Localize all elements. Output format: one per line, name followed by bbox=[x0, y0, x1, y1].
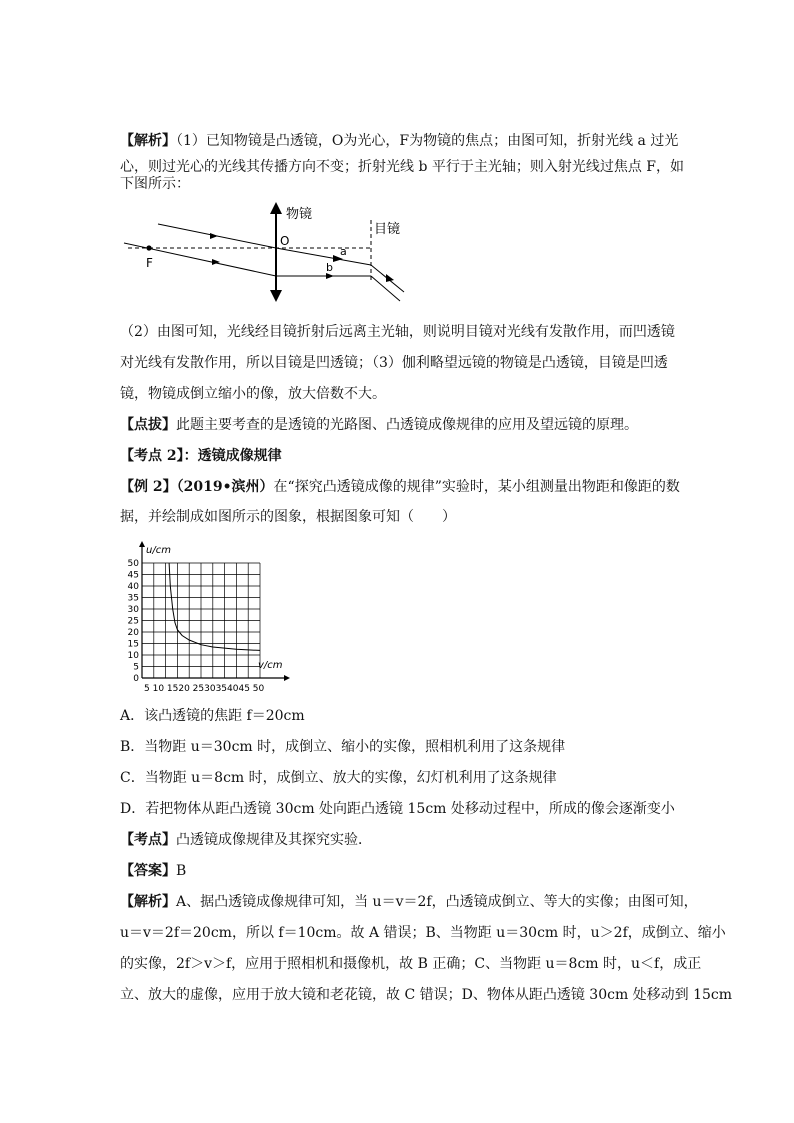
y-tick-label: 50 bbox=[127, 559, 139, 569]
y-tick-label: 30 bbox=[127, 605, 139, 615]
kaodian-line bbox=[120, 830, 372, 850]
analysis1-line1 bbox=[120, 131, 678, 151]
lens-diagram bbox=[118, 198, 418, 306]
analysis3-line2: u＝v＝2f＝20cm，所以 f＝10cm。故 A 错误；B、当物距 u＝30cm 时，u＞2f，成倒立、缩小 bbox=[120, 925, 726, 941]
ray-a-refracted bbox=[276, 248, 371, 265]
ray-b-arrow-icon bbox=[212, 259, 220, 265]
x-tick-labels: 5 10 1520 2530354045 50 bbox=[144, 684, 265, 694]
example2-text: 在“探究凸透镜成像的规律”实验时，某小组测量出物距和像距的数 bbox=[273, 479, 680, 495]
objective-lens-bottom-arrow-icon bbox=[270, 290, 282, 302]
objective-lens-top-arrow-icon bbox=[270, 202, 282, 214]
example2-tag: 【例 2】 bbox=[120, 479, 177, 495]
y-axis-arrow-icon bbox=[139, 541, 145, 547]
tip-tag: 【点拔】 bbox=[120, 417, 176, 433]
ray-a-out-arrow-icon bbox=[386, 274, 394, 282]
focus-point bbox=[146, 245, 151, 250]
analysis3-tag: 【解析】 bbox=[120, 894, 176, 910]
analysis3-text: A、据凸透镜成像规律可知，当 u＝v＝2f，凸透镜成倒立、等大的实像；由图可知， bbox=[176, 894, 698, 910]
f-label: F bbox=[146, 256, 153, 270]
y-tick-label: 25 bbox=[127, 616, 139, 627]
y-tick-label: 20 bbox=[127, 628, 139, 638]
point2-heading: 【考点 2】：透镜成像规律 bbox=[120, 448, 282, 464]
example2-line1 bbox=[120, 477, 680, 497]
y-tick-label: 0 bbox=[133, 674, 139, 684]
analysis1-line3: 下图所示： bbox=[120, 176, 190, 192]
analysis1-line2: 心，则过光心的光线其传播方向不变；折射光线 b 平行于主光轴；则入射光线过焦点 F，如 bbox=[120, 159, 685, 175]
option-c: C．当物距 u＝8cm 时，成倒立、放大的实像，幻灯机利用了这条规律 bbox=[120, 770, 557, 786]
objective-label: 物镜 bbox=[286, 207, 313, 222]
kaodian-text: 凸透镜成像规律及其探究实验． bbox=[176, 832, 372, 848]
ray-a-arrow-icon bbox=[210, 233, 218, 239]
x-axis-label: v/cm bbox=[258, 660, 283, 671]
option-a: A．该凸透镜的焦距 f＝20cm bbox=[120, 708, 305, 724]
uv-curve bbox=[169, 563, 260, 650]
eyepiece-label: 目镜 bbox=[374, 222, 401, 237]
y-axis-label: u/cm bbox=[146, 545, 171, 556]
analysis-tag: 【解析】 bbox=[120, 133, 176, 149]
y-tick-label: 35 bbox=[127, 593, 139, 604]
analysis3-line4: 立、放大的虚像，应用于放大镜和老花镜，故 C 错误；D、物体从距凸透镜 30cm 处移动到 15cm bbox=[120, 987, 733, 1003]
example2-source: （2019•滨州） bbox=[176, 479, 274, 495]
y-tick-label: 40 bbox=[127, 582, 139, 592]
answer-text: B bbox=[176, 863, 187, 879]
analysis2-line2: 对光线有发散作用，所以目镜是凹透镜；（3）伽利略望远镜的物镜是凸透镜，目镜是凹透 bbox=[120, 355, 668, 371]
x-axis-arrow-icon bbox=[284, 675, 290, 681]
analysis1-text: （1）已知物镜是凸透镜，O为光心，F为物镜的焦点；由图可知，折射光线 a 过光 bbox=[176, 133, 679, 149]
answer-line bbox=[120, 861, 186, 881]
tip-text: 此题主要考查的是透镜的光路图、凸透镜成像规律的应用及望远镜的原理。 bbox=[176, 417, 638, 433]
o-label: O bbox=[280, 234, 290, 248]
tip-line bbox=[120, 415, 638, 435]
b-label: b bbox=[326, 261, 333, 274]
option-b: B．当物距 u＝30cm 时，成倒立、缩小的实像，照相机利用了这条规律 bbox=[120, 739, 566, 755]
y-tick-label: 45 bbox=[127, 570, 139, 581]
a-label: a bbox=[340, 245, 347, 258]
kaodian-tag: 【考点】 bbox=[120, 832, 176, 848]
analysis2-line3: 镜，物镜成倒立缩小的像，放大倍数不大。 bbox=[120, 386, 386, 402]
analysis3-line1 bbox=[120, 892, 698, 912]
y-tick-label: 15 bbox=[127, 639, 139, 650]
analysis3-line3: 的实像，2f＞v＞f，应用于照相机和摄像机，故 B 正确；C、当物距 u＝8cm 时，u＜f，成正 bbox=[120, 956, 702, 972]
answer-tag: 【答案】 bbox=[120, 863, 176, 879]
y-tick-label: 5 bbox=[133, 662, 139, 673]
ray-b-out bbox=[371, 276, 400, 301]
y-tick-label: 10 bbox=[127, 651, 139, 661]
example2-line2: 据，并绘制成如图所示的图象，根据图象可知（ ） bbox=[120, 509, 456, 525]
uv-chart bbox=[116, 536, 296, 694]
option-d: D．若把物体从距凸透镜 30cm 处向距凸透镜 15cm 处移动过程中，所成的像会逐渐变小 bbox=[120, 801, 675, 817]
analysis2-line1: （2）由图可知，光线经目镜折射后远离主光轴，则说明目镜对光线有发散作用，而凹透镜 bbox=[120, 324, 675, 340]
